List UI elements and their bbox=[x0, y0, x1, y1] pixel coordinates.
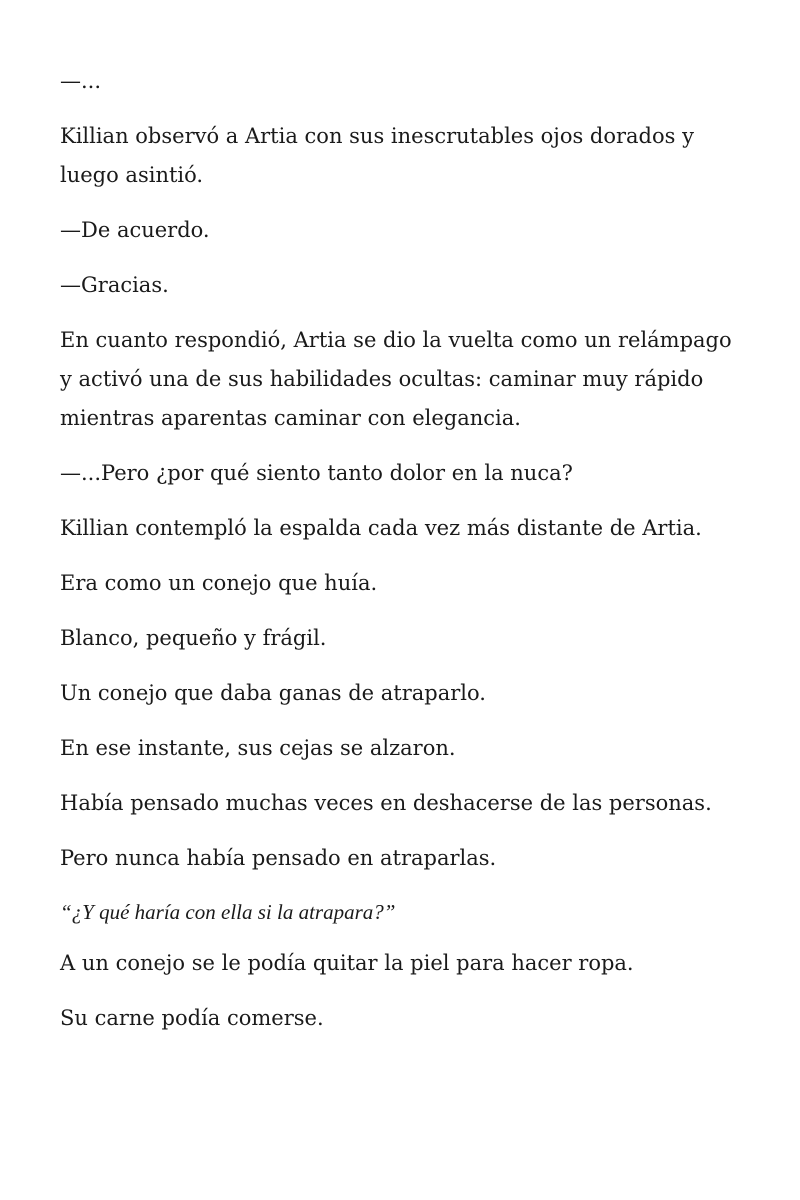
paragraph: —...Pero ¿por qué siento tanto dolor en la nuca? bbox=[60, 461, 573, 485]
paragraph: —De acuerdo. bbox=[60, 218, 210, 242]
document-page bbox=[60, 62, 750, 1054]
paragraph: —Gracias. bbox=[60, 273, 169, 297]
paragraph: Pero nunca había pensado en atraparlas. bbox=[60, 846, 497, 870]
paragraph: Había pensado muchas veces en deshacerse de las personas. bbox=[60, 791, 712, 815]
paragraph: —... bbox=[60, 69, 102, 93]
paragraph: Killian contempló la espalda cada vez más distante de Artia. bbox=[60, 516, 702, 540]
paragraph: En ese instante, sus cejas se alzaron. bbox=[60, 736, 456, 760]
paragraph: Su carne podía comerse. bbox=[60, 1006, 324, 1030]
paragraph: A un conejo se le podía quitar la piel para hacer ropa. bbox=[60, 951, 634, 975]
paragraph: Blanco, pequeño y frágil. bbox=[60, 626, 327, 650]
paragraph: Killian observó a Artia con sus inescrutables ojos dorados y luego asintió. bbox=[60, 124, 694, 187]
italic-thought-paragraph: “¿Y qué haría con ella si la atrapara?” bbox=[60, 900, 396, 924]
paragraph: Un conejo que daba ganas de atraparlo. bbox=[60, 681, 486, 705]
paragraph: Era como un conejo que huía. bbox=[60, 571, 378, 595]
paragraph: En cuanto respondió, Artia se dio la vuelta como un relámpago y activó una de sus habilidades ocultas: caminar muy rápido mientras aparentas caminar con elegancia. bbox=[60, 328, 732, 430]
